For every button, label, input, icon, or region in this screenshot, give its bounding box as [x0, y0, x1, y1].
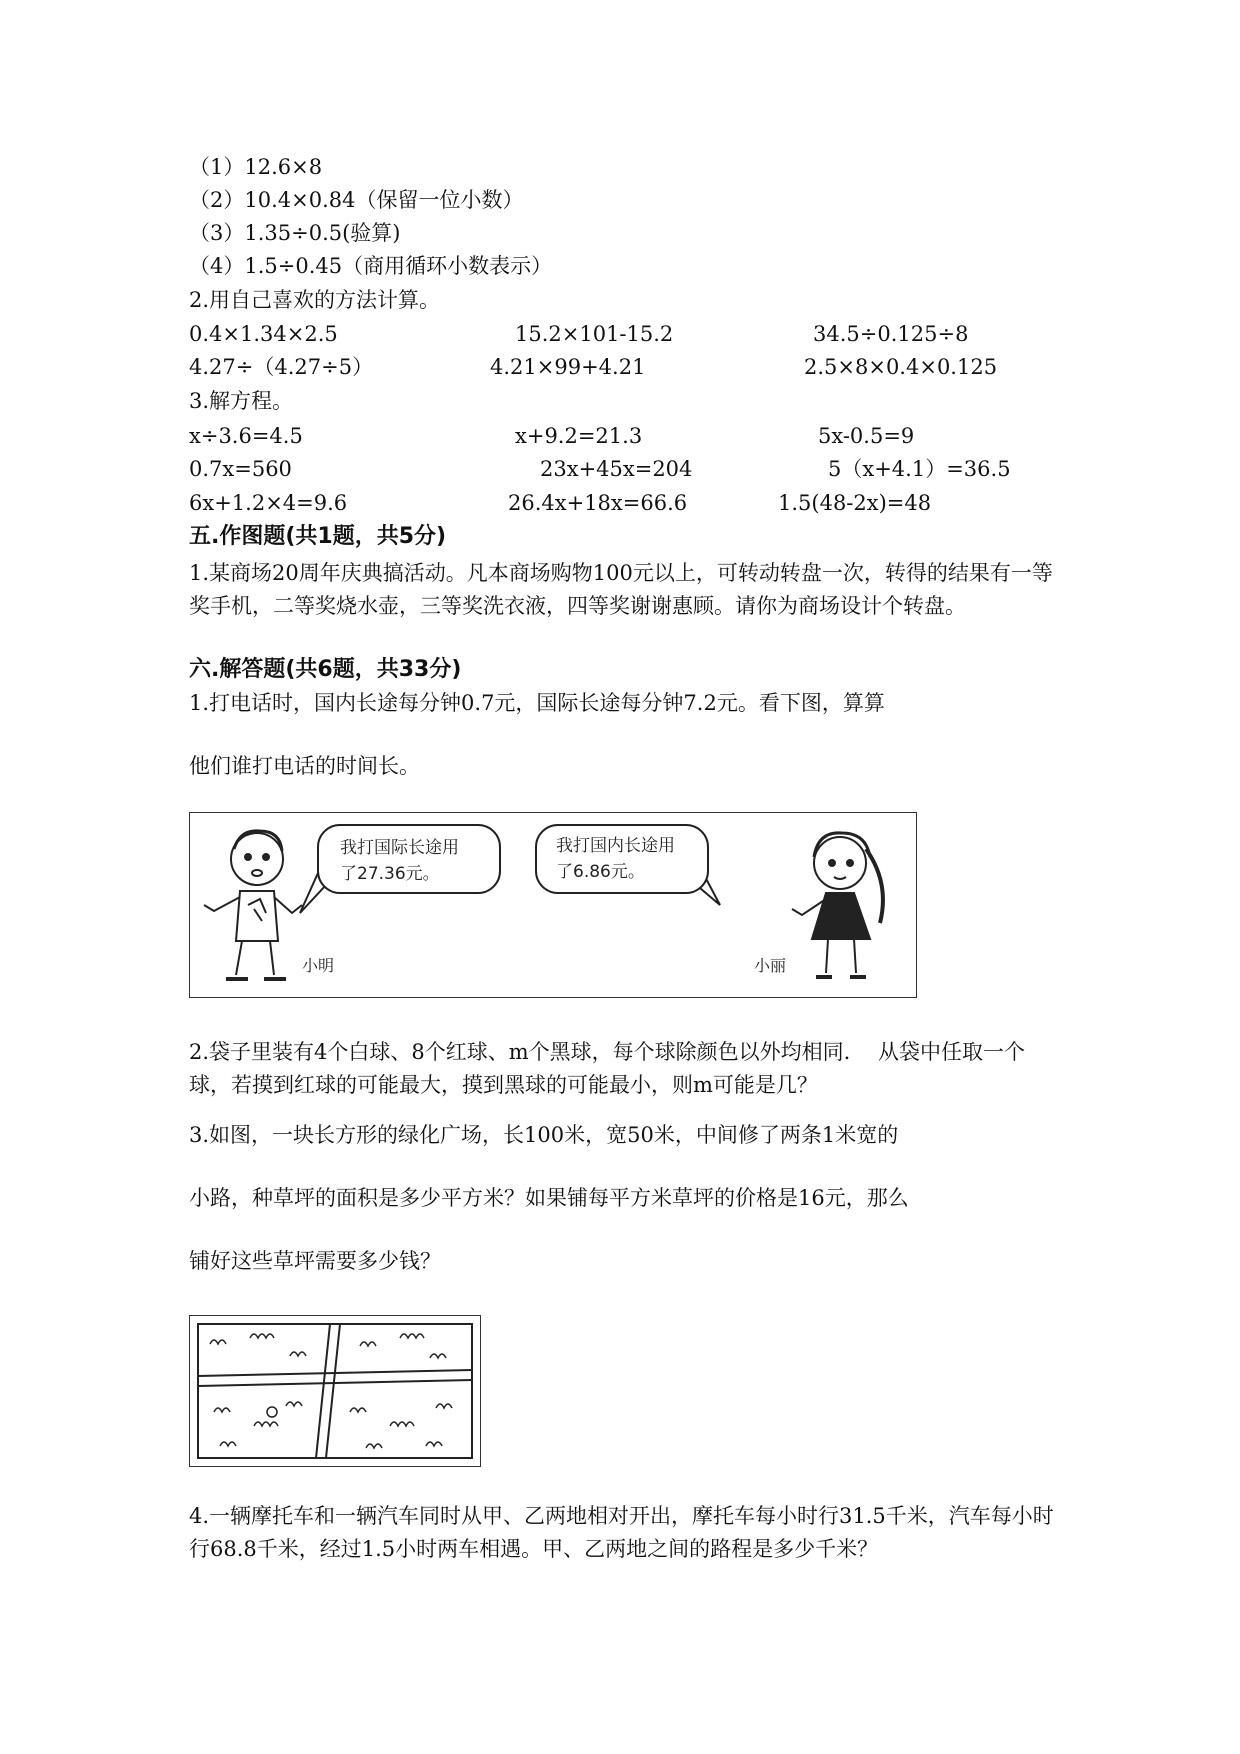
section6-q1-line2: 他们谁打电话的时间长。: [189, 754, 420, 778]
calc-item-3: （3）1.35÷0.5(验算): [189, 221, 401, 245]
q2-expr-2-3: 2.5×8×0.4×0.125: [804, 355, 998, 379]
q3-eq-1-2: x+9.2=21.3: [515, 424, 643, 448]
q3-eq-2-3: 5（x+4.1）=36.5: [828, 457, 1011, 481]
q2-expr-2-1: 4.27÷（4.27÷5）: [189, 355, 374, 379]
left-bubble-line1: 我打国际长途用: [340, 838, 459, 858]
q2-title: 2.用自己喜欢的方法计算。: [189, 288, 441, 312]
name-xiaoming: 小明: [302, 956, 335, 975]
girl-figure: [792, 833, 883, 977]
q3-eq-2-1: 0.7x=560: [189, 457, 292, 481]
lawn-illustration: [190, 1316, 480, 1466]
name-xiaoli: 小丽: [754, 956, 787, 975]
section5-heading: 五.作图题(共1题，共5分): [189, 524, 447, 549]
boy-figure: [204, 831, 302, 979]
calc-item-4: （4）1.5÷0.45（商用循环小数表示）: [189, 254, 553, 278]
phone-call-figure: [189, 812, 917, 998]
q3-title: 3.解方程。: [189, 389, 294, 413]
q2-expr-2-2: 4.21×99+4.21: [490, 355, 646, 379]
q3-eq-3-3: 1.5(48-2x)=48: [778, 491, 932, 515]
q3-eq-1-1: x÷3.6=4.5: [189, 424, 303, 448]
section6-heading: 六.解答题(共6题，共33分): [189, 657, 462, 682]
phone-call-illustration: [190, 813, 916, 997]
right-bubble-line2: 了6.86元。: [556, 862, 645, 882]
section6-q2: 2.袋子里装有4个白球、8个红球、m个黑球，每个球除颜色以外均相同. 从袋中任取一个球，若摸到红球的可能最大，摸到黑球的可能最小，则m可能是几？: [189, 1040, 1026, 1097]
q3-eq-3-2: 26.4x+18x=66.6: [508, 491, 688, 515]
right-bubble-line1: 我打国内长途用: [556, 836, 675, 856]
q2-expr-1-1: 0.4×1.34×2.5: [189, 322, 338, 346]
q3-eq-3-1: 6x+1.2×4=9.6: [189, 491, 348, 515]
section6-q4: 4.一辆摩托车和一辆汽车同时从甲、乙两地相对开出，摩托车每小时行31.5千米，汽车每小时行68.8千米，经过1.5小时两车相遇。甲、乙两地之间的路程是多少千米？: [189, 1504, 1054, 1561]
q2-expr-1-2: 15.2×101-15.2: [515, 322, 674, 346]
section6-q3-line3: 铺好这些草坪需要多少钱？: [189, 1249, 441, 1273]
section6-q3-line2: 小路，种草坪的面积是多少平方米？如果铺每平方米草坪的价格是16元，那么: [189, 1186, 909, 1210]
q2-expr-1-3: 34.5÷0.125÷8: [813, 322, 969, 346]
lawn-figure: [189, 1315, 481, 1467]
left-bubble-line2: 了27.36元。: [340, 864, 440, 884]
section6-q1-line1: 1.打电话时，国内长途每分钟0.7元，国际长途每分钟7.2元。看下图，算算: [189, 691, 885, 715]
section6-q3-line1: 3.如图，一块长方形的绿化广场，长100米，宽50米，中间修了两条1米宽的: [189, 1123, 899, 1147]
calc-item-1: （1）12.6×8: [189, 155, 323, 179]
q3-eq-2-2: 23x+45x=204: [540, 457, 693, 481]
section5-q1: 1.某商场20周年庆典搞活动。凡本商场购物100元以上，可转动转盘一次，转得的结果有一等奖手机，二等奖烧水壶，三等奖洗衣液，四等奖谢谢惠顾。请你为商场设计个转盘。: [189, 561, 1053, 618]
calc-item-2: （2）10.4×0.84（保留一位小数）: [189, 188, 524, 212]
q3-eq-1-3: 5x-0.5=9: [818, 424, 915, 448]
